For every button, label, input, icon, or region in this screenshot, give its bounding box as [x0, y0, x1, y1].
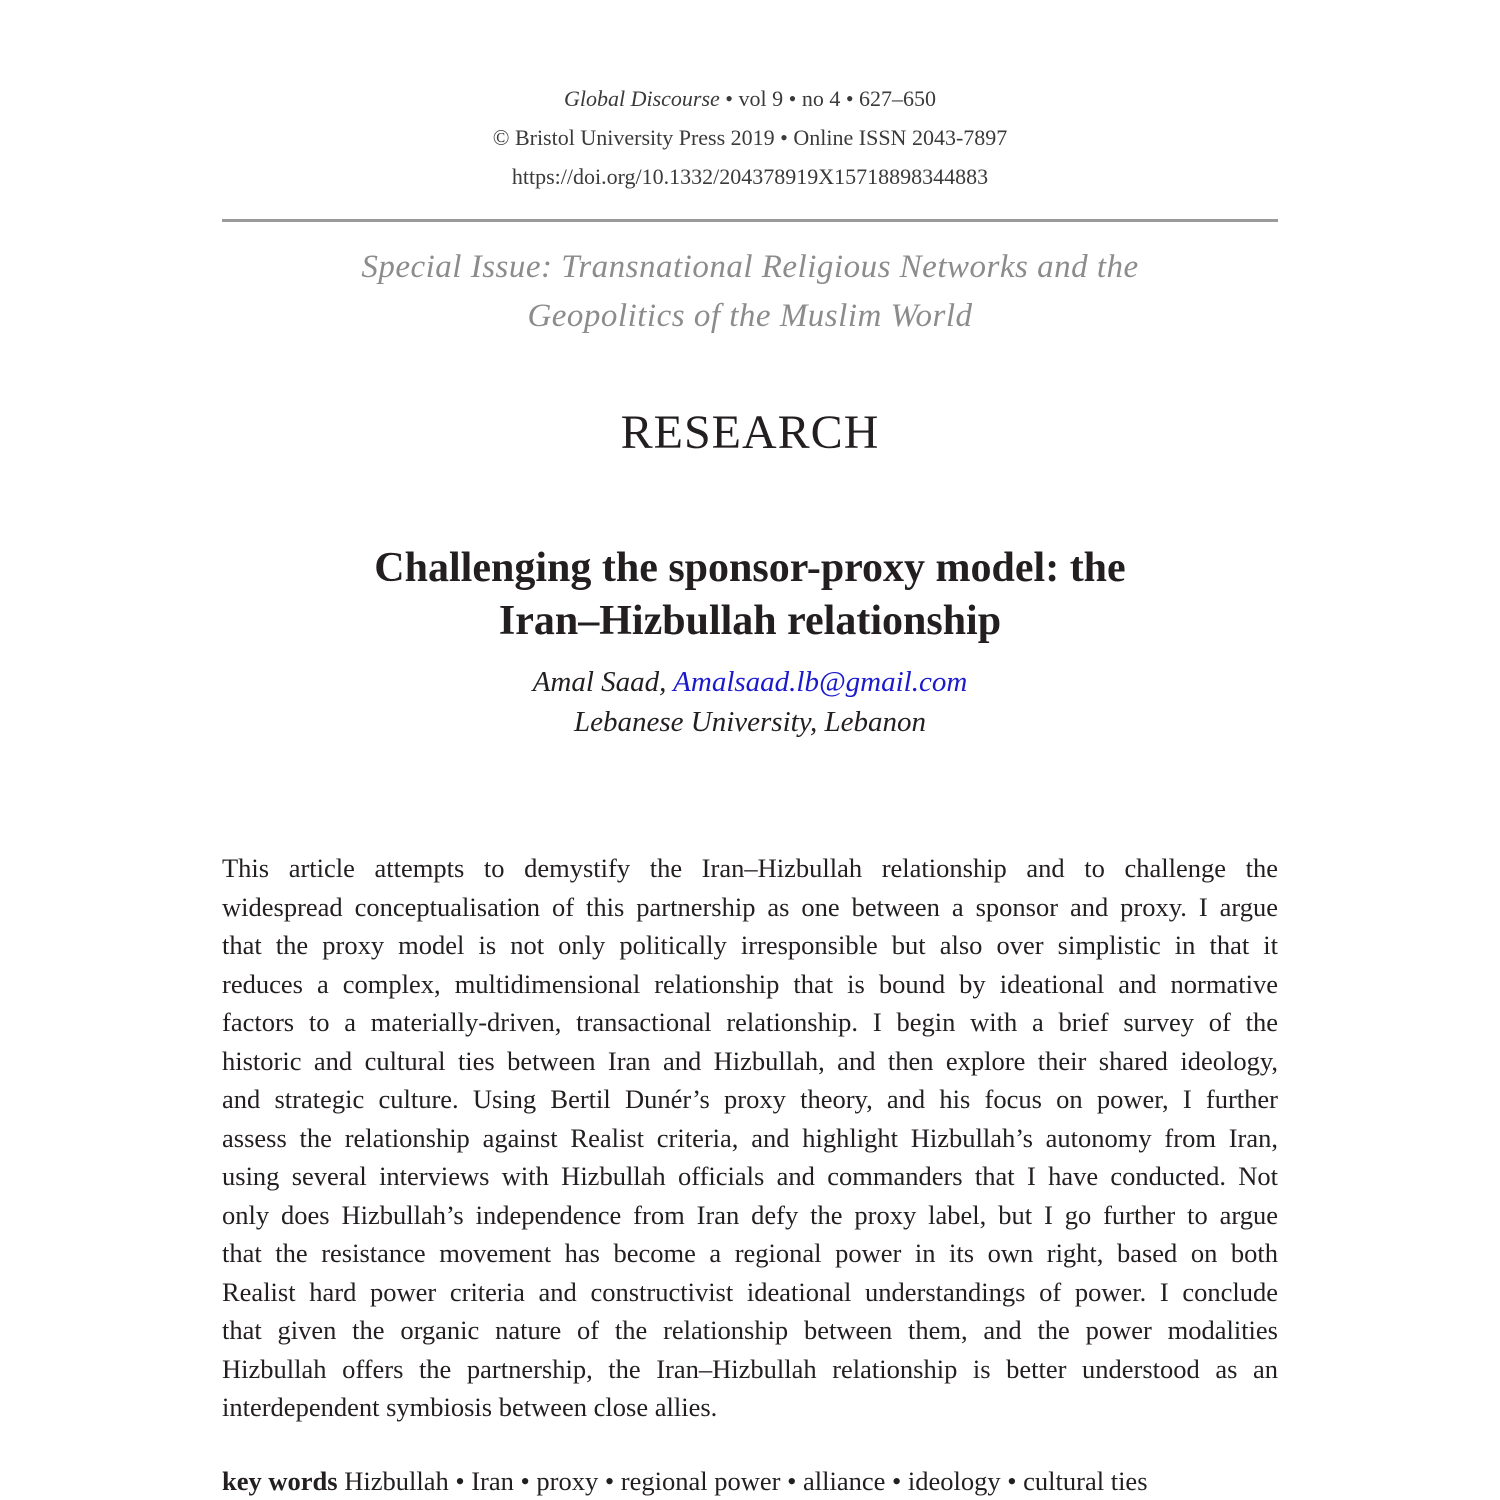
abstract-line: factors to a materially-driven, transactional relationship. I begin with a brief survey of the: [222, 1007, 1278, 1037]
abstract-line: interdependent symbiosis between close allies.: [222, 1392, 718, 1422]
journal-name: Global Discourse: [563, 86, 720, 111]
author-email-link[interactable]: Amalsaad.lb@gmail.com: [673, 666, 968, 698]
abstract-line: reduces a complex, multidimensional relationship that is bound by ideational and normative: [222, 968, 1278, 999]
special-issue-line1: Special Issue: Transnational Religious Networks and the: [361, 249, 1139, 285]
special-issue-line2: Geopolitics of the Muslim World: [527, 298, 973, 334]
issue-info: • vol 9 • no 4 • 627–650: [719, 86, 937, 111]
article-title-line2: Iran–Hizbullah relationship: [498, 598, 1002, 644]
article-title-line1: Challenging the sponsor-proxy model: the: [374, 545, 1126, 591]
author-affiliation: Lebanese University, Lebanon: [574, 706, 926, 738]
abstract-line: Hizbullah offers the partnership, the Iran–Hizbullah relationship is better understood as an: [222, 1353, 1278, 1384]
abstract-line: that the resistance movement has become a regional power in its own right, based on both: [222, 1238, 1278, 1268]
abstract-line: using several interviews with Hizbullah officials and commanders that I have conducted. Not: [222, 1161, 1278, 1191]
author-name: Amal Saad,: [532, 666, 674, 698]
journal-citation: [0, 86, 1500, 112]
abstract-line: that given the organic nature of the relationship between them, and the power modalities: [222, 1315, 1278, 1345]
keywords-label: key words: [222, 1466, 338, 1496]
section-label: RESEARCH: [620, 406, 880, 459]
abstract-line: widespread conceptualisation of this partnership as one between a sponsor and proxy. I argue: [222, 891, 1278, 922]
author-line: [0, 666, 1500, 699]
abstract-line: assess the relationship against Realist criteria, and highlight Hizbullah’s autonomy from Iran,: [222, 1122, 1278, 1153]
header-divider: [222, 219, 1278, 222]
abstract-line: that the proxy model is not only politically irresponsible but also over simplistic in that it: [222, 930, 1278, 960]
abstract-line: historic and cultural ties between Iran and Hizbullah, and then explore their shared ideology,: [222, 1045, 1278, 1076]
abstract-line: This article attempts to demystify the Iran–Hizbullah relationship and to challenge the: [222, 853, 1278, 883]
abstract-line: and strategic culture. Using Bertil Dunér’s proxy theory, and his focus on power, I further: [222, 1084, 1278, 1114]
keywords-list: Hizbullah • Iran • proxy • regional power • alliance • ideology • cultural ties: [337, 1466, 1148, 1496]
keywords: [222, 1466, 1148, 1497]
abstract: [222, 849, 1278, 1427]
copyright-line: © Bristol University Press 2019 • Online ISSN 2043-7897: [492, 125, 1008, 150]
abstract-line: only does Hizbullah’s independence from Iran defy the proxy label, but I go further to argue: [222, 1199, 1278, 1230]
doi-link[interactable]: https://doi.org/10.1332/204378919X15718898344883: [511, 164, 989, 189]
abstract-line: Realist hard power criteria and constructivist ideational understandings of power. I conclude: [222, 1276, 1278, 1307]
